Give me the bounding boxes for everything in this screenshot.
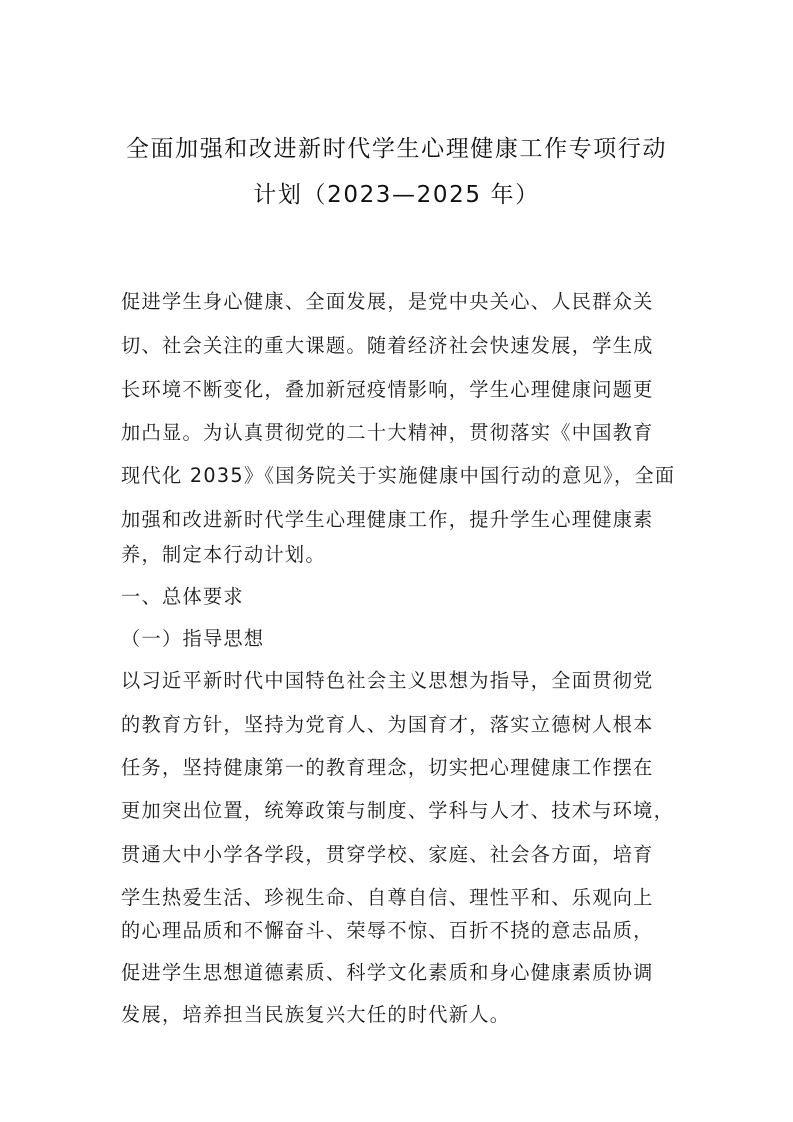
- intro-line: 促进学生身心健康、全面发展，是党中央关心、人民群众关: [121, 290, 654, 313]
- intro-line: 养，制定本行动计划。: [121, 543, 326, 566]
- paragraph-line: 贯通大中小学各学段，贯穿学校、家庭、社会各方面，培育: [121, 843, 654, 866]
- paragraph-line: 任务，坚持健康第一的教育理念，切实把心理健康工作摆在: [121, 756, 654, 779]
- document-title-line-2: 计划（2023—2025 年）: [253, 182, 540, 208]
- intro-line: 切、社会关注的重大课题。随着经济社会快速发展，学生成: [121, 334, 654, 357]
- paragraph-line: 以习近平新时代中国特色社会主义思想为指导，全面贯彻党: [121, 669, 654, 692]
- paragraph-line: 发展，培养担当民族复兴大任的时代新人。: [121, 1003, 511, 1026]
- document-title-line-1: 全面加强和改进新时代学生心理健康工作专项行动: [125, 136, 668, 162]
- intro-line: 加凸显。为认真贯彻党的二十大精神，贯彻落实《中国教育: [121, 421, 654, 444]
- paragraph-line: 的教育方针，坚持为党育人、为国育才，落实立德树人根本: [121, 713, 654, 736]
- paragraph-line: 学生热爱生活、珍视生命、自尊自信、理性平和、乐观向上: [121, 886, 654, 909]
- intro-line: 长环境不断变化，叠加新冠疫情影响，学生心理健康问题更: [121, 378, 654, 401]
- subsection-heading: （一）指导思想: [121, 627, 265, 650]
- paragraph-line: 促进学生思想道德素质、科学文化素质和身心健康素质协调: [121, 961, 654, 984]
- section-heading: 一、总体要求: [121, 585, 244, 608]
- paragraph-line: 更加突出位置，统筹政策与制度、学科与人才、技术与环境，: [121, 799, 675, 822]
- intro-line: 现代化 2035》《国务院关于实施健康中国行动的意见》，全面: [121, 464, 676, 487]
- paragraph-line: 的心理品质和不懈奋斗、荣辱不惊、百折不挠的意志品质，: [121, 919, 654, 942]
- intro-line: 加强和改进新时代学生心理健康工作，提升学生心理健康素: [121, 508, 654, 531]
